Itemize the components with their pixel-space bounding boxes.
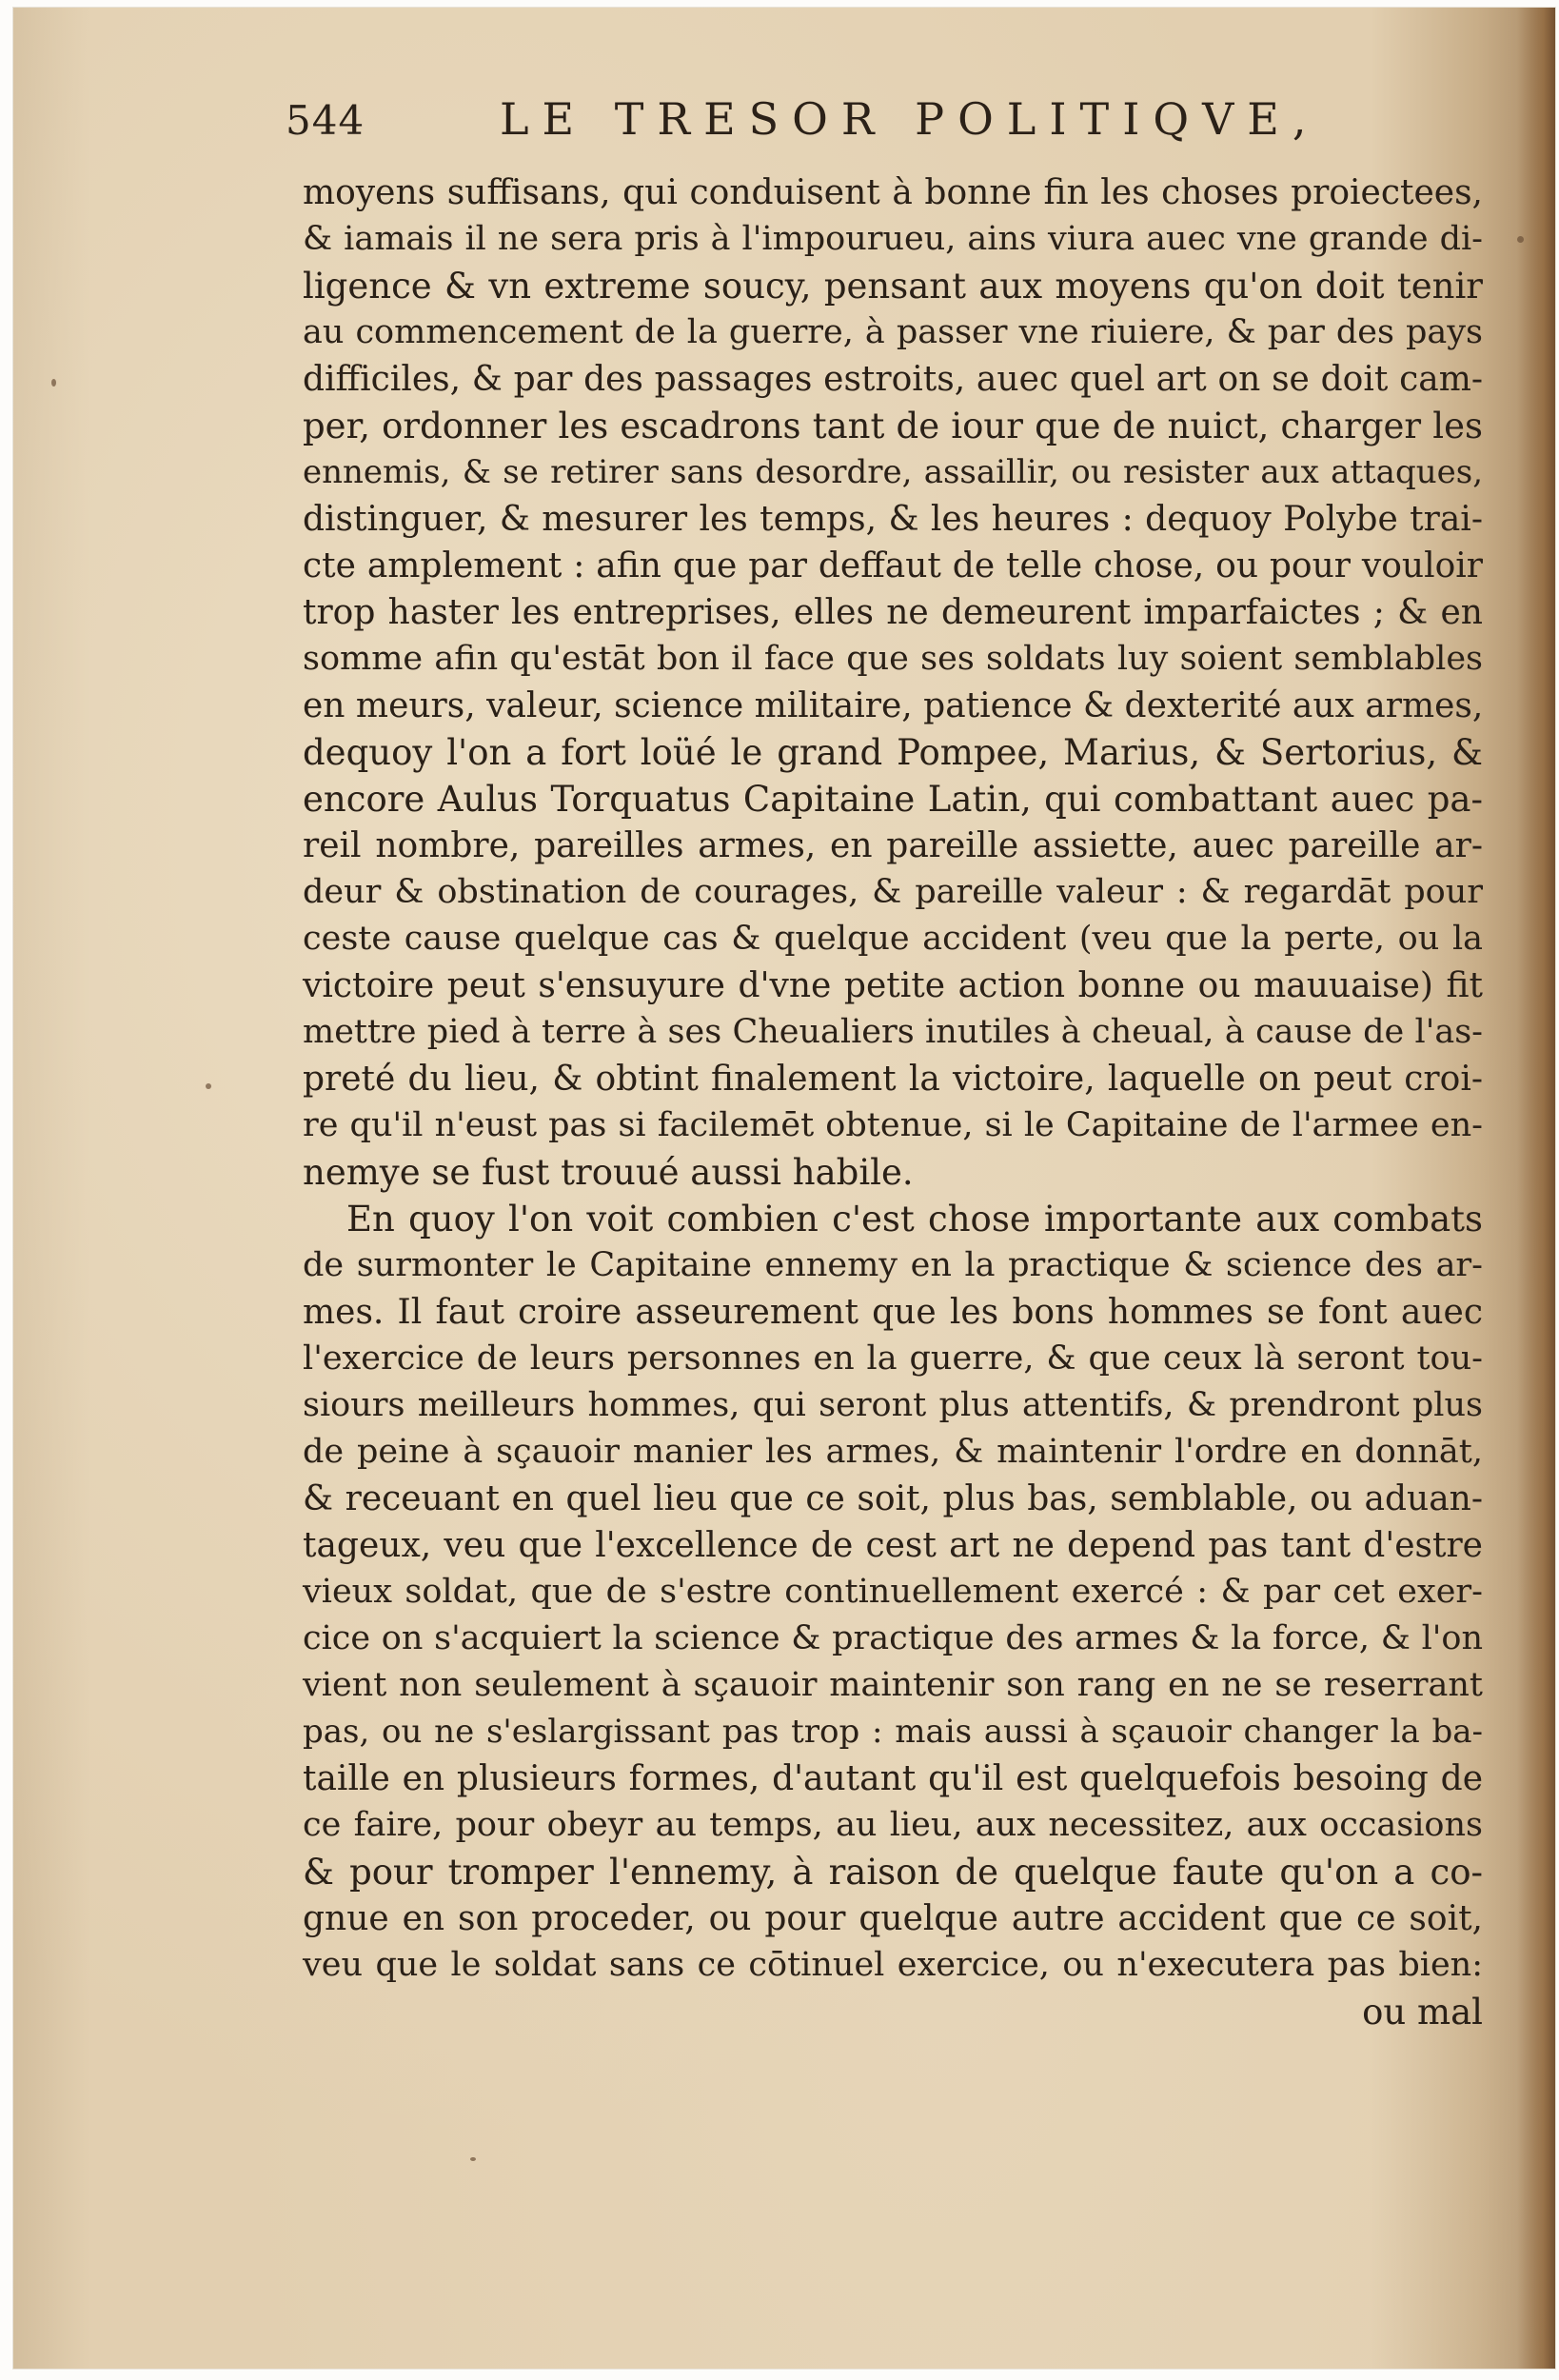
text-line: difficiles, & par des passages estroits, auec quel art on se doit cam- — [303, 360, 1483, 399]
text-line: ennemis, & se retirer sans desordre, assaillir, ou resister aux attaques, — [303, 453, 1483, 491]
text-line: per, ordonner les escadrons tant de iour que de nuict, charger les — [303, 406, 1483, 446]
running-title: LE TRESOR POLITIQVE, — [500, 93, 1320, 145]
ink-speck — [470, 2157, 476, 2161]
text-line: de peine à sçauoir manier les armes, & maintenir l'ordre en donnāt, — [303, 1433, 1483, 1471]
text-line: trop haster les entreprises, elles ne demeurent imparfaictes ; & en — [303, 593, 1483, 632]
page-edge-shadow — [1517, 8, 1555, 2369]
text-line: gnue en son proceder, ou pour quelque autre accident que ce soit, — [303, 1899, 1483, 1938]
text-line: ce faire, pour obeyr au temps, au lieu, aux necessitez, aux occasions — [303, 1806, 1483, 1844]
text-line: mes. Il faut croire asseurement que les bons hommes se font auec — [303, 1293, 1483, 1332]
text-line: deur & obstination de courages, & pareille valeur : & regardāt pour — [303, 873, 1483, 911]
text-line: cice on s'acquiert la science & practique des armes & la force, & l'on — [303, 1619, 1483, 1657]
text-line: ceste cause quelque cas & quelque accident (veu que la perte, ou la — [303, 920, 1483, 958]
page-number: 544 — [286, 97, 365, 144]
text-line: En quoy l'on voit combien c'est chose importante aux combats — [346, 1199, 1483, 1240]
text-line: siours meilleurs hommes, qui seront plus attentifs, & prendront plus — [303, 1386, 1483, 1424]
ink-speck — [51, 379, 56, 387]
text-line: en meurs, valeur, science militaire, patience & dexterité aux armes, — [303, 686, 1484, 725]
text-line: vieux soldat, que de s'estre continuellement exercé : & par cet exer- — [303, 1573, 1483, 1611]
text-line: taille en plusieurs formes, d'autant qu'il est quelquefois besoing de — [303, 1759, 1483, 1798]
text-line: re qu'il n'eust pas si facilemēt obtenue, si le Capitaine de l'armee en- — [303, 1106, 1483, 1144]
text-line: cte amplement : afin que par deffaut de telle chose, ou pour vouloir — [303, 546, 1483, 585]
text-line: reil nombre, pareilles armes, en pareille assiette, auec pareille ar- — [303, 826, 1483, 865]
text-line: dequoy l'on a fort loüé le grand Pompee, Marius, & Sertorius, & — [303, 732, 1483, 773]
text-line: distinguer, & mesurer les temps, & les heures : dequoy Polybe trai- — [303, 500, 1483, 539]
text-line: de surmonter le Capitaine ennemy en la practique & science des ar- — [303, 1246, 1483, 1284]
text-line: l'exercice de leurs personnes en la guerre, & que ceux là seront tou- — [303, 1339, 1483, 1378]
body-text — [303, 169, 1483, 2035]
ink-speck — [206, 1083, 211, 1089]
text-line: nemye se fust trouué aussi habile. — [303, 1152, 914, 1193]
text-line: victoire peut s'ensuyure d'vne petite action bonne ou mauuaise) fit — [303, 966, 1483, 1005]
text-line: ligence & vn extreme soucy, pensant aux moyens qu'on doit tenir — [303, 266, 1483, 307]
text-line: & pour tromper l'ennemy, à raison de quelque faute qu'on a co- — [303, 1852, 1483, 1893]
text-line: mettre pied à terre à ses Cheualiers inutiles à cheual, à cause de l'as- — [303, 1013, 1483, 1051]
ink-speck — [1517, 236, 1524, 243]
text-line: & receuant en quel lieu que ce soit, plus bas, semblable, ou aduan- — [303, 1479, 1483, 1518]
catchword: ou mal — [1362, 1992, 1483, 2033]
text-line: vient non seulement à sçauoir maintenir son rang en ne se reserrant — [303, 1666, 1483, 1704]
text-line: somme afin qu'estāt bon il face que ses soldats luy soient semblables — [303, 640, 1483, 678]
text-line: moyens suffisans, qui conduisent à bonne fin les choses proiectees, — [303, 173, 1483, 212]
text-line: preté du lieu, & obtint finalement la victoire, laquelle on peut croi- — [303, 1060, 1483, 1099]
text-line: & iamais il ne sera pris à l'impourueu, ains viura auec vne grande di- — [303, 220, 1483, 258]
text-line: au commencement de la guerre, à passer vne riuiere, & par des pays — [303, 313, 1483, 351]
running-head — [286, 88, 1371, 164]
text-line: veu que le soldat sans ce cōtinuel exercice, ou n'executera pas bien: — [303, 1946, 1483, 1984]
text-line: encore Aulus Torquatus Capitaine Latin, qui combattant auec pa- — [303, 779, 1483, 820]
text-line: tageux, veu que l'excellence de cest art ne depend pas tant d'estre — [303, 1526, 1483, 1565]
text-line: pas, ou ne s'eslargissant pas trop : mais aussi à sçauoir changer la ba- — [303, 1713, 1483, 1751]
